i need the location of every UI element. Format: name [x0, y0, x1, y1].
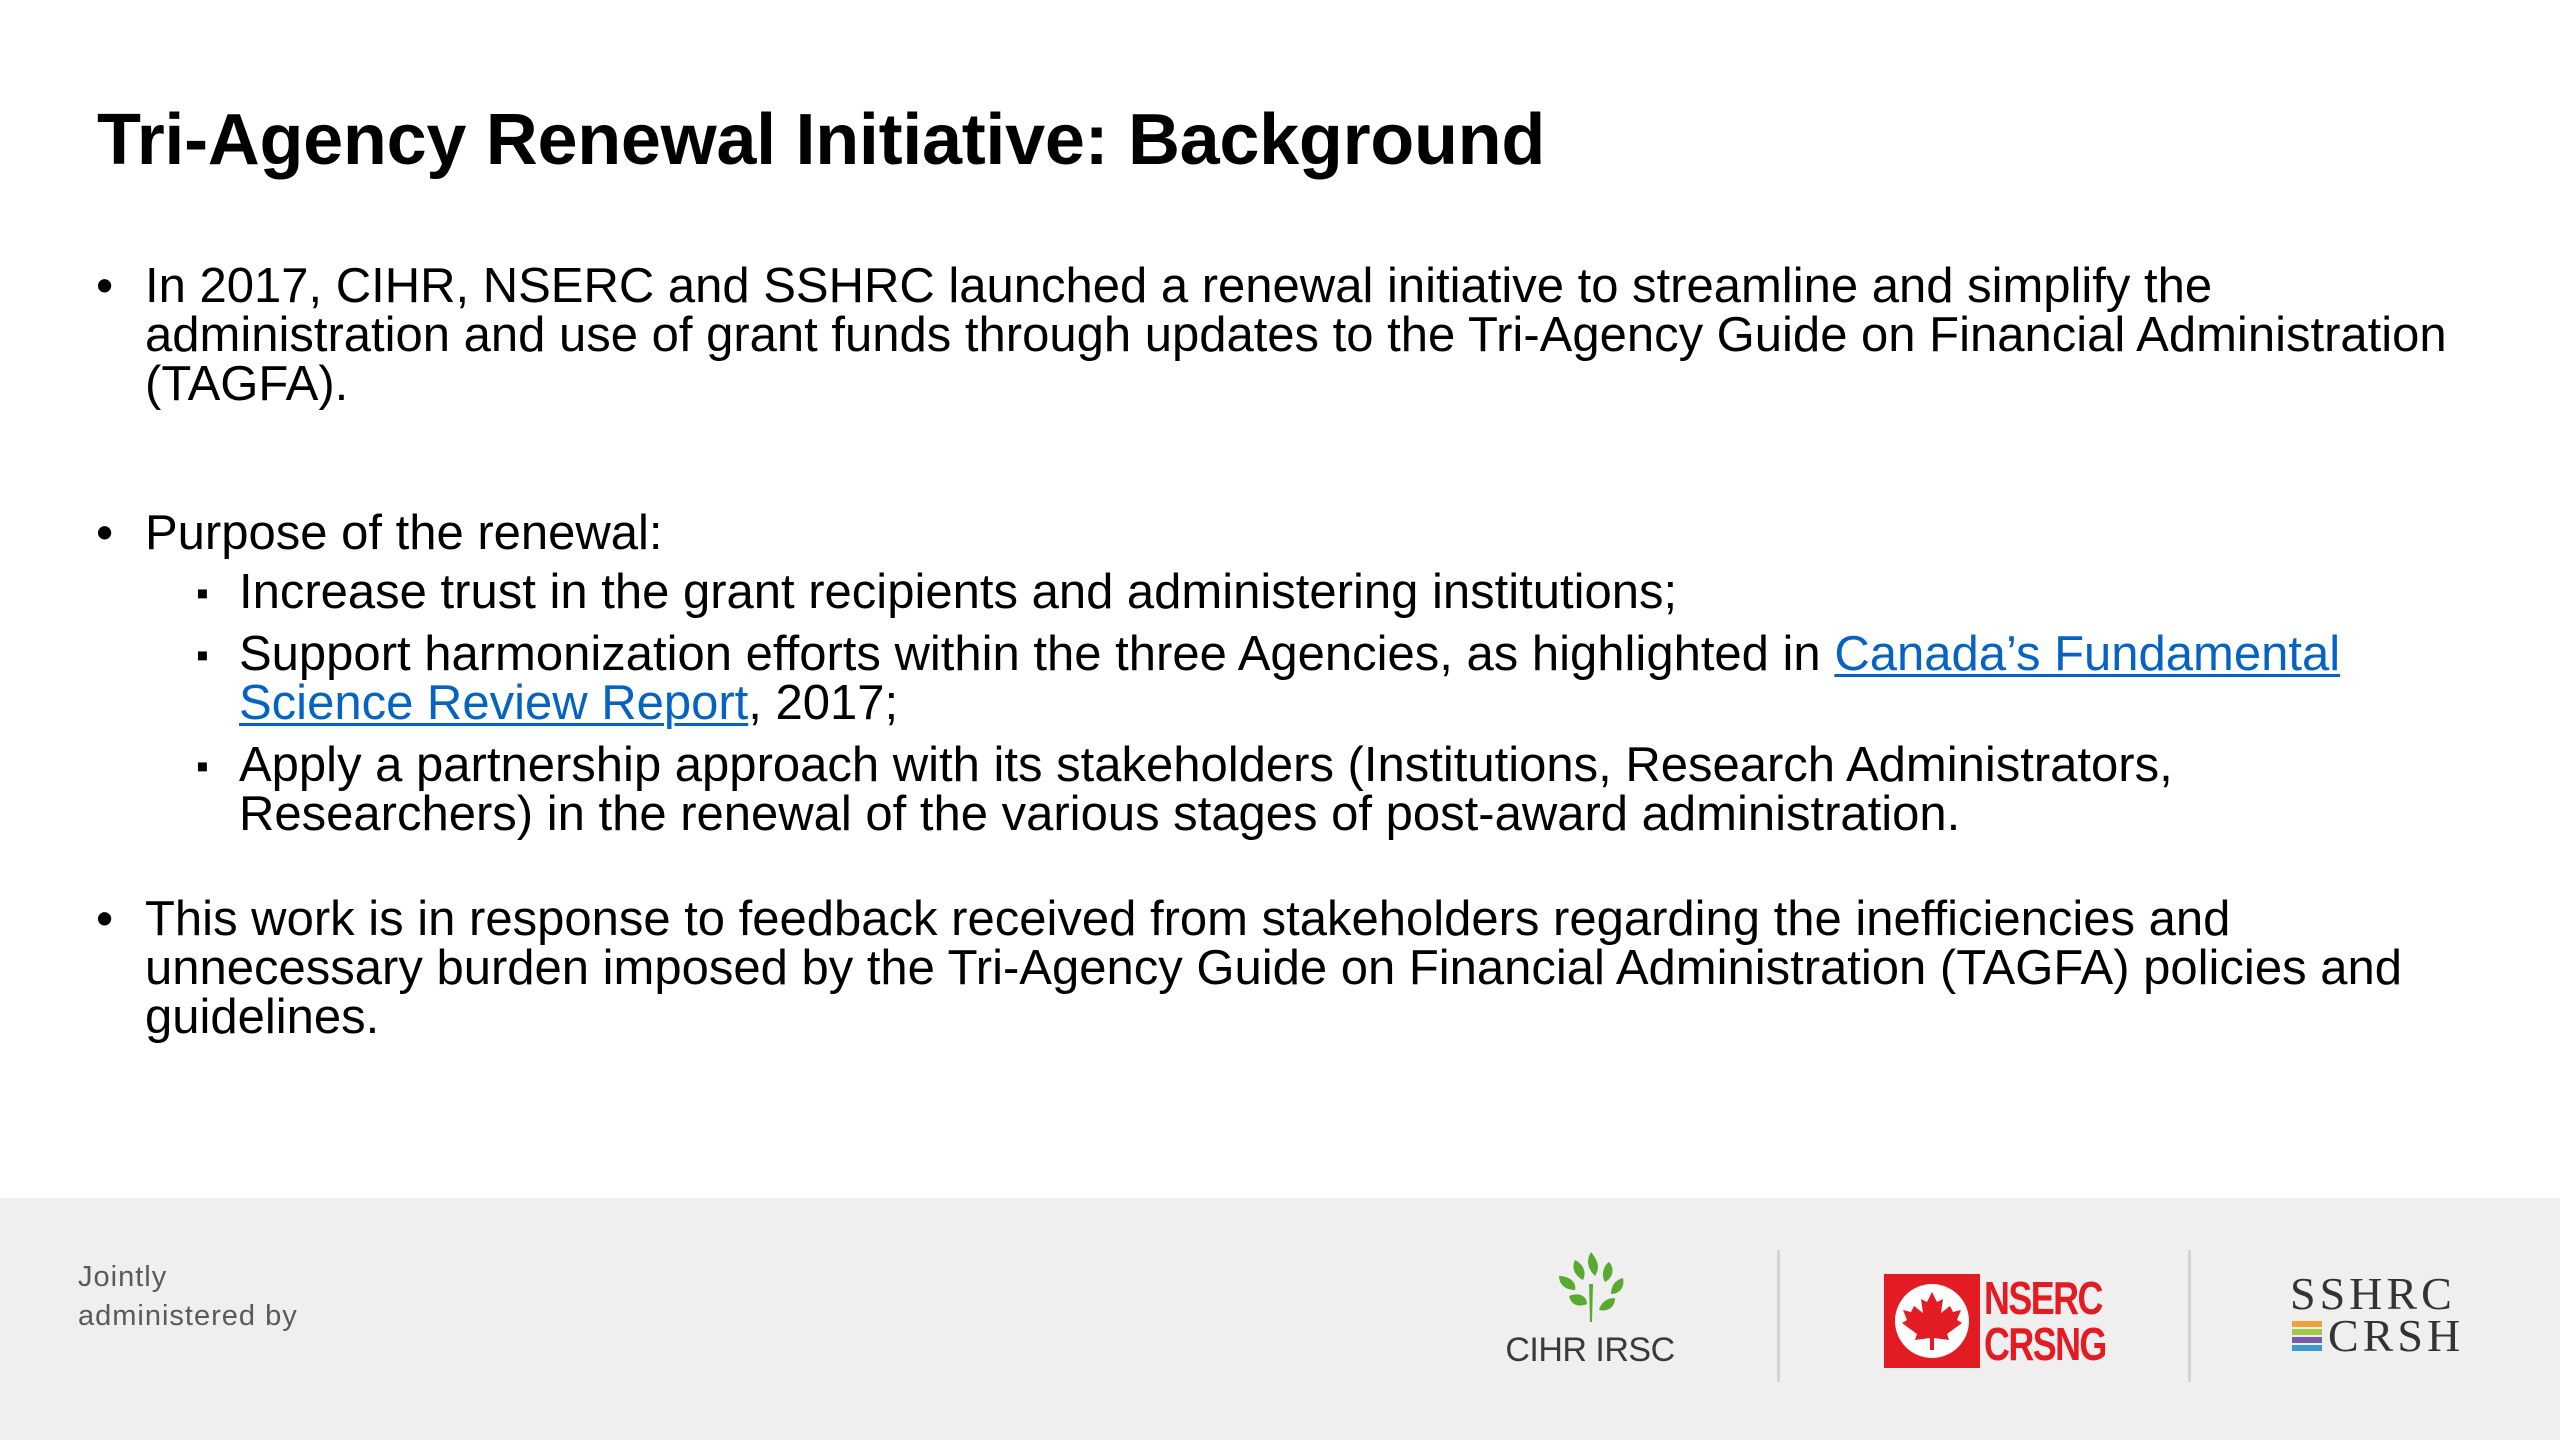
- bullet-item: [92, 259, 2472, 411]
- bullet-text: This work is in response to feedback received from stakeholders regarding the inefficiencies and unnecessary burden imposed by the Tri-Agency Guide on Financial Administration (TAGFA) policies and guidelines.: [145, 892, 2402, 1044]
- square-bullet-icon: ▪: [196, 634, 209, 675]
- bullet-icon: •: [96, 506, 114, 560]
- nserc-logo-line2: CRSNG: [1984, 1318, 2106, 1370]
- sshrc-stripes-icon: [2292, 1321, 2322, 1353]
- cihr-leaves-icon: [1545, 1250, 1635, 1326]
- fundamental-science-review-link[interactable]: Canada’s Fundamental Science Review Report: [239, 627, 2341, 730]
- sshrc-logo-line1: SSHRC: [2290, 1268, 2456, 1319]
- cihr-logo: [1500, 1250, 1680, 1390]
- maple-leaf-icon: [1893, 1282, 1971, 1360]
- sub-bullet-text-after: , 2017;: [748, 676, 899, 730]
- square-bullet-icon: ▪: [196, 572, 209, 613]
- nserc-logo-box: [1884, 1274, 1980, 1368]
- sub-bullet-item: [192, 627, 2472, 730]
- bullet-text: Purpose of the renewal:: [145, 506, 663, 560]
- nserc-logo-line1: NSERC: [1984, 1272, 2102, 1324]
- bullet-icon: •: [96, 259, 114, 313]
- cihr-logo-text: CIHR IRSC: [1505, 1331, 1675, 1369]
- sub-bullet-item: [192, 738, 2472, 841]
- sub-bullet-text: [239, 627, 2472, 730]
- slide-title: Tri-Agency Renewal Initiative: Background: [97, 100, 1546, 180]
- slide-content: [92, 259, 2472, 1044]
- logo-divider: [1777, 1250, 1780, 1382]
- nserc-logo: [1884, 1271, 2140, 1371]
- sub-bullet-text: Increase trust in the grant recipients and administering institutions;: [239, 565, 1678, 619]
- bullet-text: In 2017, CIHR, NSERC and SSHRC launched a renewal initiative to streamline and simplify the administration and use of grant funds through updates to the Tri-Agency Guide on Financial Administration (TAGFA).: [145, 259, 2447, 411]
- bullet-item: [92, 506, 2472, 841]
- sshrc-logo: [2290, 1268, 2480, 1373]
- sshrc-logo-line2: CRSH: [2328, 1310, 2465, 1361]
- bullet-icon: •: [96, 892, 114, 946]
- bullet-item: [92, 892, 2472, 1044]
- nserc-logo-text: [1984, 1272, 2106, 1370]
- sub-bullet-text: Apply a partnership approach with its stakeholders (Institutions, Research Administrators, Researchers) in the renewal of the various stages of post-award administration.: [239, 738, 2173, 841]
- sub-bullet-list: [92, 565, 2472, 841]
- sub-bullet-text-before: Support harmonization efforts within the three Agencies, as highlighted in: [239, 627, 1835, 681]
- jointly-administered-label: Jointly administered by: [78, 1261, 298, 1332]
- square-bullet-icon: ▪: [196, 745, 209, 786]
- sub-bullet-item: [192, 565, 2472, 619]
- footer: [0, 1198, 2560, 1440]
- logo-divider: [2188, 1250, 2191, 1382]
- sshrc-logo-line2-row: [2290, 1310, 2480, 1361]
